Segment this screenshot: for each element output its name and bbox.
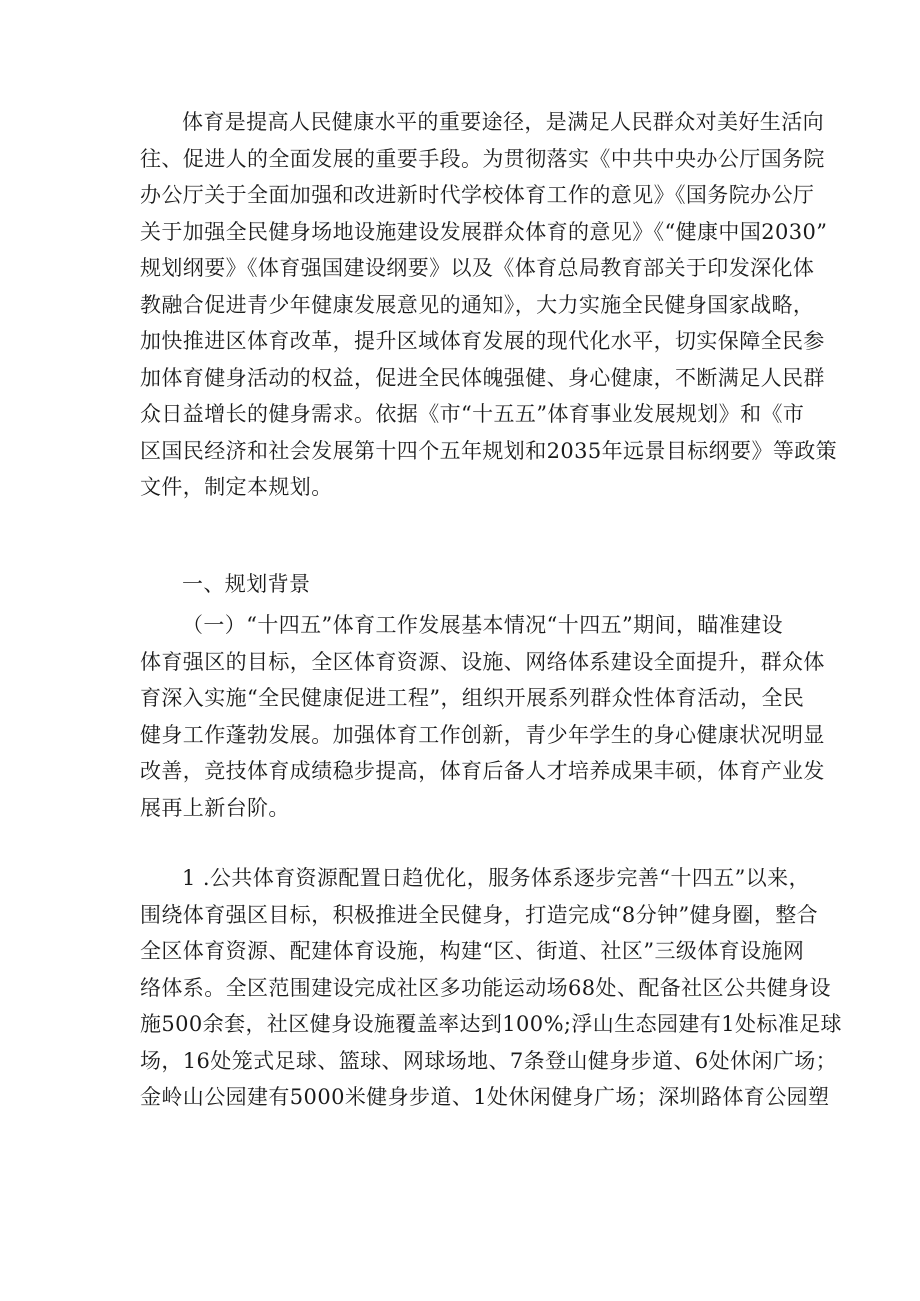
text-line: 改善，竞技体育成绩稳步提高，体育后备人才培养成果丰硕，体育产业发 (140, 759, 825, 783)
text-line: 办公厅关于全面加强和改进新时代学校体育工作的意见》《国务院办公厅 (140, 183, 815, 207)
text-line: 络体系。全区范围建设完成社区多功能运动场68处、配备社区公共健身设 (140, 975, 831, 1000)
text-line: 体育是提高人民健康水平的重要途径，是满足人民群众对美好生活向 (182, 110, 824, 134)
subsection-paragraph (140, 607, 825, 826)
text-line: 场，16处笼式足球、篮球、网球场地、7条登山健身步道、6处休闲广场； (140, 1048, 838, 1073)
text-line: 区国民经济和社会发展第十四个五年规划和2035年远景目标纲要》等政策 (140, 438, 838, 463)
text-line: 往、促进人的全面发展的重要手段。为贯彻落实《中共中央办公厅国务院 (140, 146, 825, 171)
text-line: （一）“十四五”体育工作发展基本情况“十四五”期间，瞄准建设 (182, 613, 783, 637)
item1-paragraph (140, 860, 842, 1116)
text-line: 育深入实施“全民健康促进工程”，组织开展系列群众性体育活动，全民 (140, 686, 805, 710)
text-line: 众日益增长的健身需求。依据《市“十五五”体育事业发展规划》和《市 (140, 402, 805, 426)
text-line: 文件，制定本规划。 (140, 475, 333, 499)
text-line: 全区体育资源、配建体育设施，构建“区、街道、社区”三级体育设施网 (140, 939, 805, 963)
text-line: 施500余套，社区健身设施覆盖率达到100%;浮山生态园建有1处标准足球 (140, 1012, 842, 1036)
text-line: 关于加强全民健身场地设施建设发展群众体育的意见》《“健康中国2030” (140, 219, 828, 244)
text-line: 加快推进区体育改革，提升区域体育发展的现代化水平，切实保障全民参 (140, 329, 825, 353)
text-line: 体育强区的目标，全区体育资源、设施、网络体系建设全面提升，群众体 (140, 649, 825, 674)
text-line: 1 .公共体育资源配置日趋优化，服务体系逐步完善“十四五”以来， (182, 866, 810, 890)
section-heading: 一、规划背景 (182, 572, 311, 596)
intro-paragraph (140, 104, 838, 506)
text-line: 教融合促进青少年健康发展意见的通知》，大力实施全民健身国家战略， (140, 292, 815, 317)
text-line: 规划纲要》《体育强国建设纲要》以及《体育总局教育部关于印发深化体 (140, 256, 815, 280)
text-line: 健身工作蓬勃发展。加强体育工作创新，青少年学生的身心健康状况明显 (140, 722, 825, 747)
text-line: 围绕体育强区目标，积极推进全民健身，打造完成“8分钟”健身圈，整合 (140, 902, 819, 927)
text-line: 展再上新台阶。 (140, 795, 290, 820)
text-line: 金岭山公园建有5000米健身步道、1处休闲健身广场；深圳路体育公园塑 (140, 1085, 830, 1109)
text-line: 加体育健身活动的权益，促进全民体魄强健、身心健康，不断满足人民群 (140, 365, 825, 390)
